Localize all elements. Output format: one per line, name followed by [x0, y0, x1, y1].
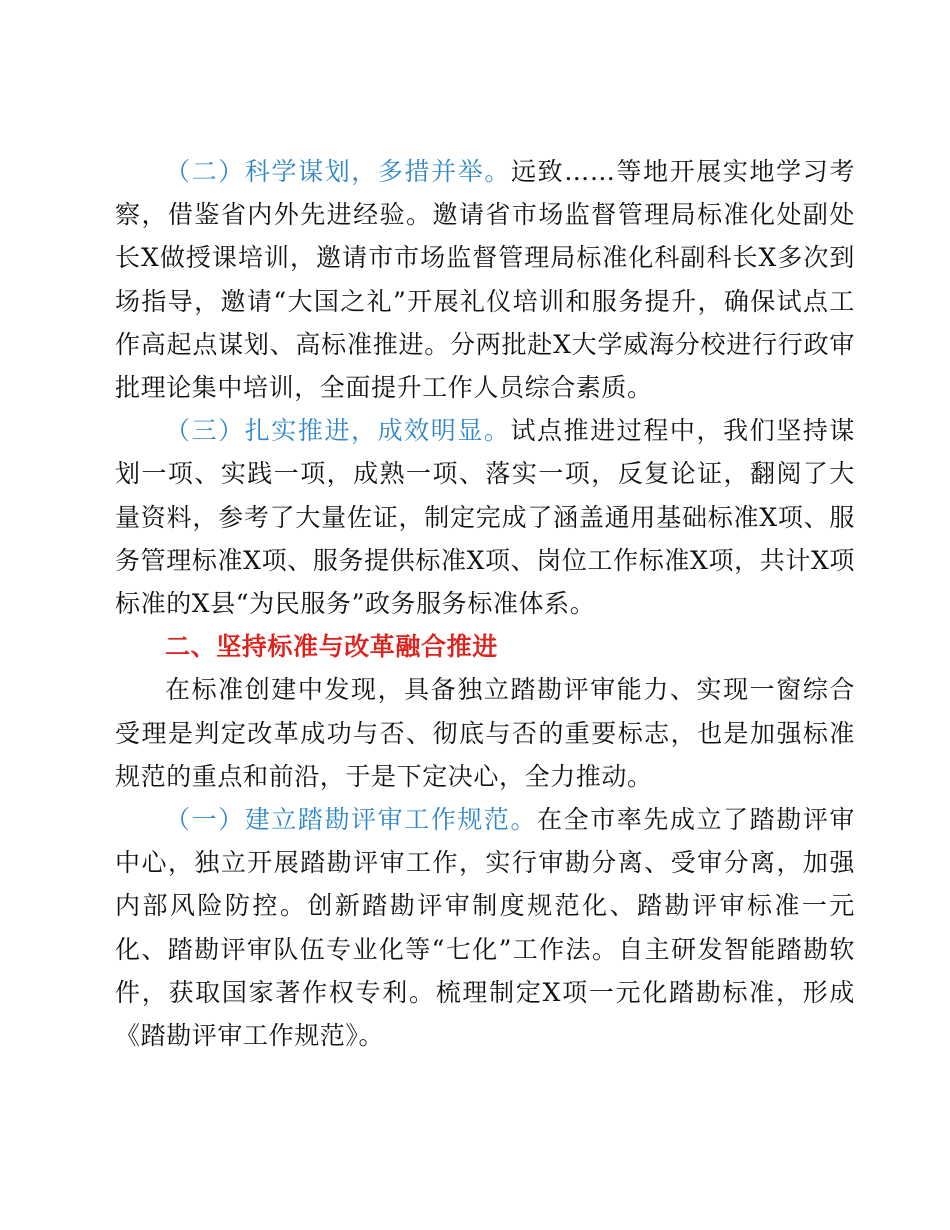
- paragraph-text: 远致……等地开展实地学习考察，借鉴省内外先进经验。邀请省市场监督管理局标准化处副处长X做授课培训，邀请市市场监督管理局标准化科副科长X多次到场指导，邀请“大国之礼”开展礼仪培训和服务提升，确保试点工作高起点谋划、高标准推进。分两批赴X大学威海分校进行行政审批理论集中培训，全面提升工作人员综合素质。: [115, 157, 855, 403]
- paragraph-inspection-review: [115, 798, 855, 1057]
- paragraph-text: 在全市率先成立了踏勘评审中心，独立开展踏勘评审工作，实行审勘分离、受审分离，加强内部风险防控。创新踏勘评审制度规范化、踏勘评审标准一元化、踏勘评审队伍专业化等“七化”工作法。自主研发智能踏勘软件，获取国家著作权专利。梳理制定X项一元化踏勘标准，形成《踏勘评审工作规范》。: [115, 805, 855, 1051]
- paragraph-progress: [115, 409, 855, 625]
- document-body: [115, 150, 855, 1057]
- paragraph-text: 试点推进过程中，我们坚持谋划一项、实践一项，成熟一项、落实一项，反复论证，翻阅了大量资料，参考了大量佐证，制定完成了涵盖通用基础标准X项、服务管理标准X项、服务提供标准X项、岗位工作标准X项，共计X项标准的X县“为民服务”政务服务标准体系。: [115, 416, 855, 619]
- sub-heading-planning: （二）科学谋划，多措并举。: [165, 157, 512, 186]
- paragraph-intro: 在标准创建中发现，具备独立踏勘评审能力、实现一窗综合受理是判定改革成功与否、彻底与否的重要标志，也是加强标准规范的重点和前沿，于是下定决心，全力推动。: [115, 675, 855, 791]
- sub-heading-inspection-review: （一）建立踏勘评审工作规范。: [165, 805, 538, 835]
- sub-heading-progress: （三）扎实推进，成效明显。: [165, 416, 511, 446]
- paragraph-planning: [115, 150, 855, 409]
- section-heading: 二、坚持标准与改革融合推进: [165, 632, 498, 662]
